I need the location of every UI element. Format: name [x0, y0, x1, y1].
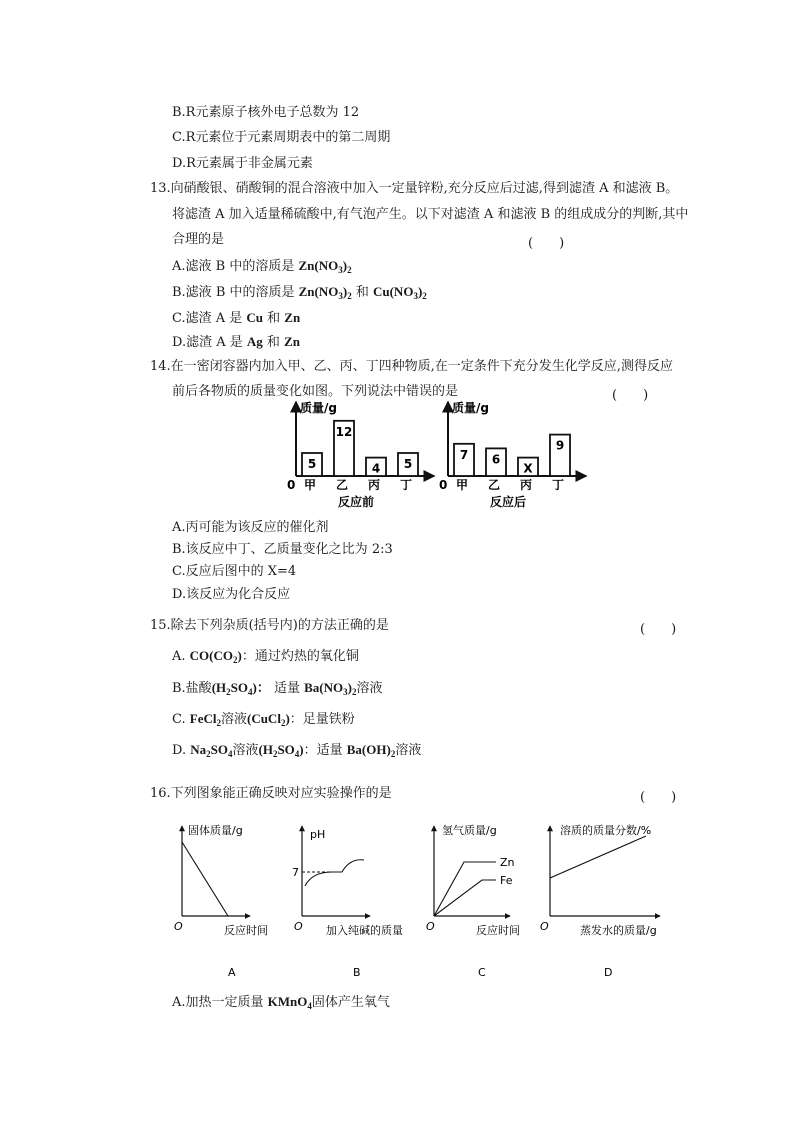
after-bar-label-3: 9: [555, 438, 565, 453]
graph-b: [292, 826, 403, 979]
graph-b-origin: O: [294, 920, 303, 933]
q14-answer-bracket: ( ): [612, 388, 649, 403]
q13-formula-cu-nitrate: $Cu(NO_3)_2$: [372, 284, 427, 301]
after-bar-label-0: 7: [459, 447, 469, 462]
graph-a: [174, 823, 268, 979]
before-category-1: 乙: [335, 478, 349, 492]
q13-option-a-text: A.滤液 B 中的溶质是: [172, 259, 299, 274]
graph-b-ylabel: pH: [310, 828, 326, 841]
after-title: 反应后: [489, 495, 527, 509]
q14-mass-bar-charts: [280, 398, 600, 516]
graph-d-line: [550, 836, 646, 878]
graph-b-xlabel: 加入纯碱的质量: [326, 924, 403, 937]
q15-answer-bracket: ( ): [640, 622, 677, 637]
chart-after: [439, 400, 586, 509]
q12-option-d: D.R元素属于非金属元素: [172, 156, 313, 171]
q14-option-c: C.反应后图中的 X=4: [172, 564, 297, 579]
graph-a-xlabel: 反应时间: [224, 924, 268, 937]
graph-a-ylabel: 固体质量/g: [188, 824, 243, 837]
q15-option-c: C. FeCl$_2$溶液(CuCl$_2$)：足量铁粉: [172, 711, 355, 728]
graph-a-letter: A: [228, 966, 236, 979]
after-category-3: 丁: [551, 478, 565, 492]
q16-answer-bracket: ( ): [640, 790, 677, 805]
q12-option-c: C.R元素位于元素周期表中的第二周期: [172, 130, 391, 145]
graph-a-curve: [182, 842, 228, 916]
q13-stem-line3: 合理的是: [172, 232, 225, 247]
q13-option-d: D.滤渣 A 是 Ag 和 Zn: [172, 334, 300, 350]
graph-c-letter: C: [478, 966, 486, 979]
graph-c-origin: O: [426, 920, 435, 933]
before-bar-label-0: 5: [307, 457, 317, 471]
graph-d-xlabel: 蒸发水的质量/g: [580, 924, 657, 937]
before-category-2: 丙: [367, 478, 381, 492]
q15-option-d: D. $Na_2SO_4$溶液$(H_2SO_4)$：适量 $Ba(OH)_2$溶液: [172, 742, 422, 759]
chart-before: [287, 400, 434, 509]
q12-option-b: B.R元素原子核外电子总数为 12: [172, 105, 360, 120]
q16-stem: 16.下列图象能正确反映对应实验操作的是: [150, 786, 392, 801]
graph-d-origin: O: [540, 920, 549, 933]
q14-stem-line2: 前后各物质的质量变化如图。下列说法中错误的是: [172, 384, 459, 399]
before-title: 反应前: [337, 495, 375, 509]
after-origin: 0: [439, 478, 448, 492]
before-category-3: 丁: [399, 478, 413, 492]
after-bar-label-1: 6: [491, 452, 501, 467]
after-category-1: 乙: [487, 478, 501, 492]
q13-option-b: B.滤液 B 中的溶质是 $Zn(NO_3)_2$ 和 $Cu(NO_3)_2$: [172, 284, 427, 301]
graph-d: [540, 823, 660, 979]
graph-c: [426, 823, 520, 979]
q13-formula-zn-nitrate: $Zn(NO_3)_2$: [298, 258, 352, 275]
q14-option-b: B.该反应中丁、乙质量变化之比为 2:3: [172, 542, 393, 557]
before-bar-label-3: 5: [403, 457, 413, 471]
q14-option-a: A.丙可能为该反应的催化剂: [172, 520, 329, 535]
before-bar-label-2: 4: [371, 461, 381, 476]
q13-formula-zn-nitrate: $Zn(NO_3)_2$: [298, 284, 352, 301]
graph-c-zn-label: Zn: [500, 856, 515, 869]
q13-option-a: [172, 258, 352, 278]
graph-c-ylabel: 氢气质量/g: [442, 824, 497, 837]
q16-option-a: A.加热一定质量 KMnO$_4$固体产生氧气: [172, 994, 390, 1011]
after-category-0: 甲: [455, 478, 469, 492]
graph-d-letter: D: [604, 966, 613, 979]
q13-answer-bracket: ( ): [528, 236, 565, 251]
before-bar-label-1: 12: [335, 424, 353, 439]
q15-option-a: A. $CO(CO_2)$：通过灼热的氧化铜: [172, 648, 359, 665]
q13-stem-line2: 将滤渣 A 加入适量稀硫酸中,有气泡产生。以下对滤渣 A 和滤液 B 的组成成分的判断,其中: [172, 207, 689, 222]
graph-b-curve: [305, 860, 364, 886]
q14-stem-line1: 14.在一密闭容器内加入甲、乙、丙、丁四种物质,在一定条件下充分发生化学反应,测得反应: [150, 359, 673, 374]
graph-c-fe-line: [434, 880, 496, 916]
graph-d-ylabel: 溶质的质量分数/%: [560, 824, 652, 837]
graph-c-xlabel: 反应时间: [476, 924, 520, 937]
before-origin: 0: [287, 478, 296, 492]
q15-stem: 15.除去下列杂质(括号内)的方法正确的是: [150, 618, 389, 633]
q14-option-d: D.该反应为化合反应: [172, 587, 291, 602]
q16-graphs: [170, 820, 690, 985]
after-bar-label-2: X: [523, 461, 533, 476]
q13-option-b-text: B.滤液 B 中的溶质是: [172, 285, 299, 300]
graph-c-fe-label: Fe: [500, 874, 513, 887]
after-category-2: 丙: [519, 478, 533, 492]
q13-stem-line1: 13.向硝酸银、硝酸铜的混合溶液中加入一定量锌粉,充分反应后过滤,得到滤渣 A 和滤液 B。: [150, 181, 679, 196]
q13-option-c: C.滤渣 A 是 Cu 和 Zn: [172, 310, 301, 326]
graph-b-letter: B: [353, 966, 361, 979]
before-category-0: 甲: [303, 478, 317, 492]
q15-option-b: B.盐酸$(H_2SO_4)$： 适量 $Ba(NO_3)_2$溶液: [172, 680, 383, 697]
graph-b-tick-7: 7: [292, 866, 299, 879]
after-ylabel: 质量/g: [452, 401, 489, 415]
before-ylabel: 质量/g: [300, 401, 337, 415]
graph-a-origin: O: [174, 920, 183, 933]
graph-c-zn-line: [434, 862, 496, 916]
